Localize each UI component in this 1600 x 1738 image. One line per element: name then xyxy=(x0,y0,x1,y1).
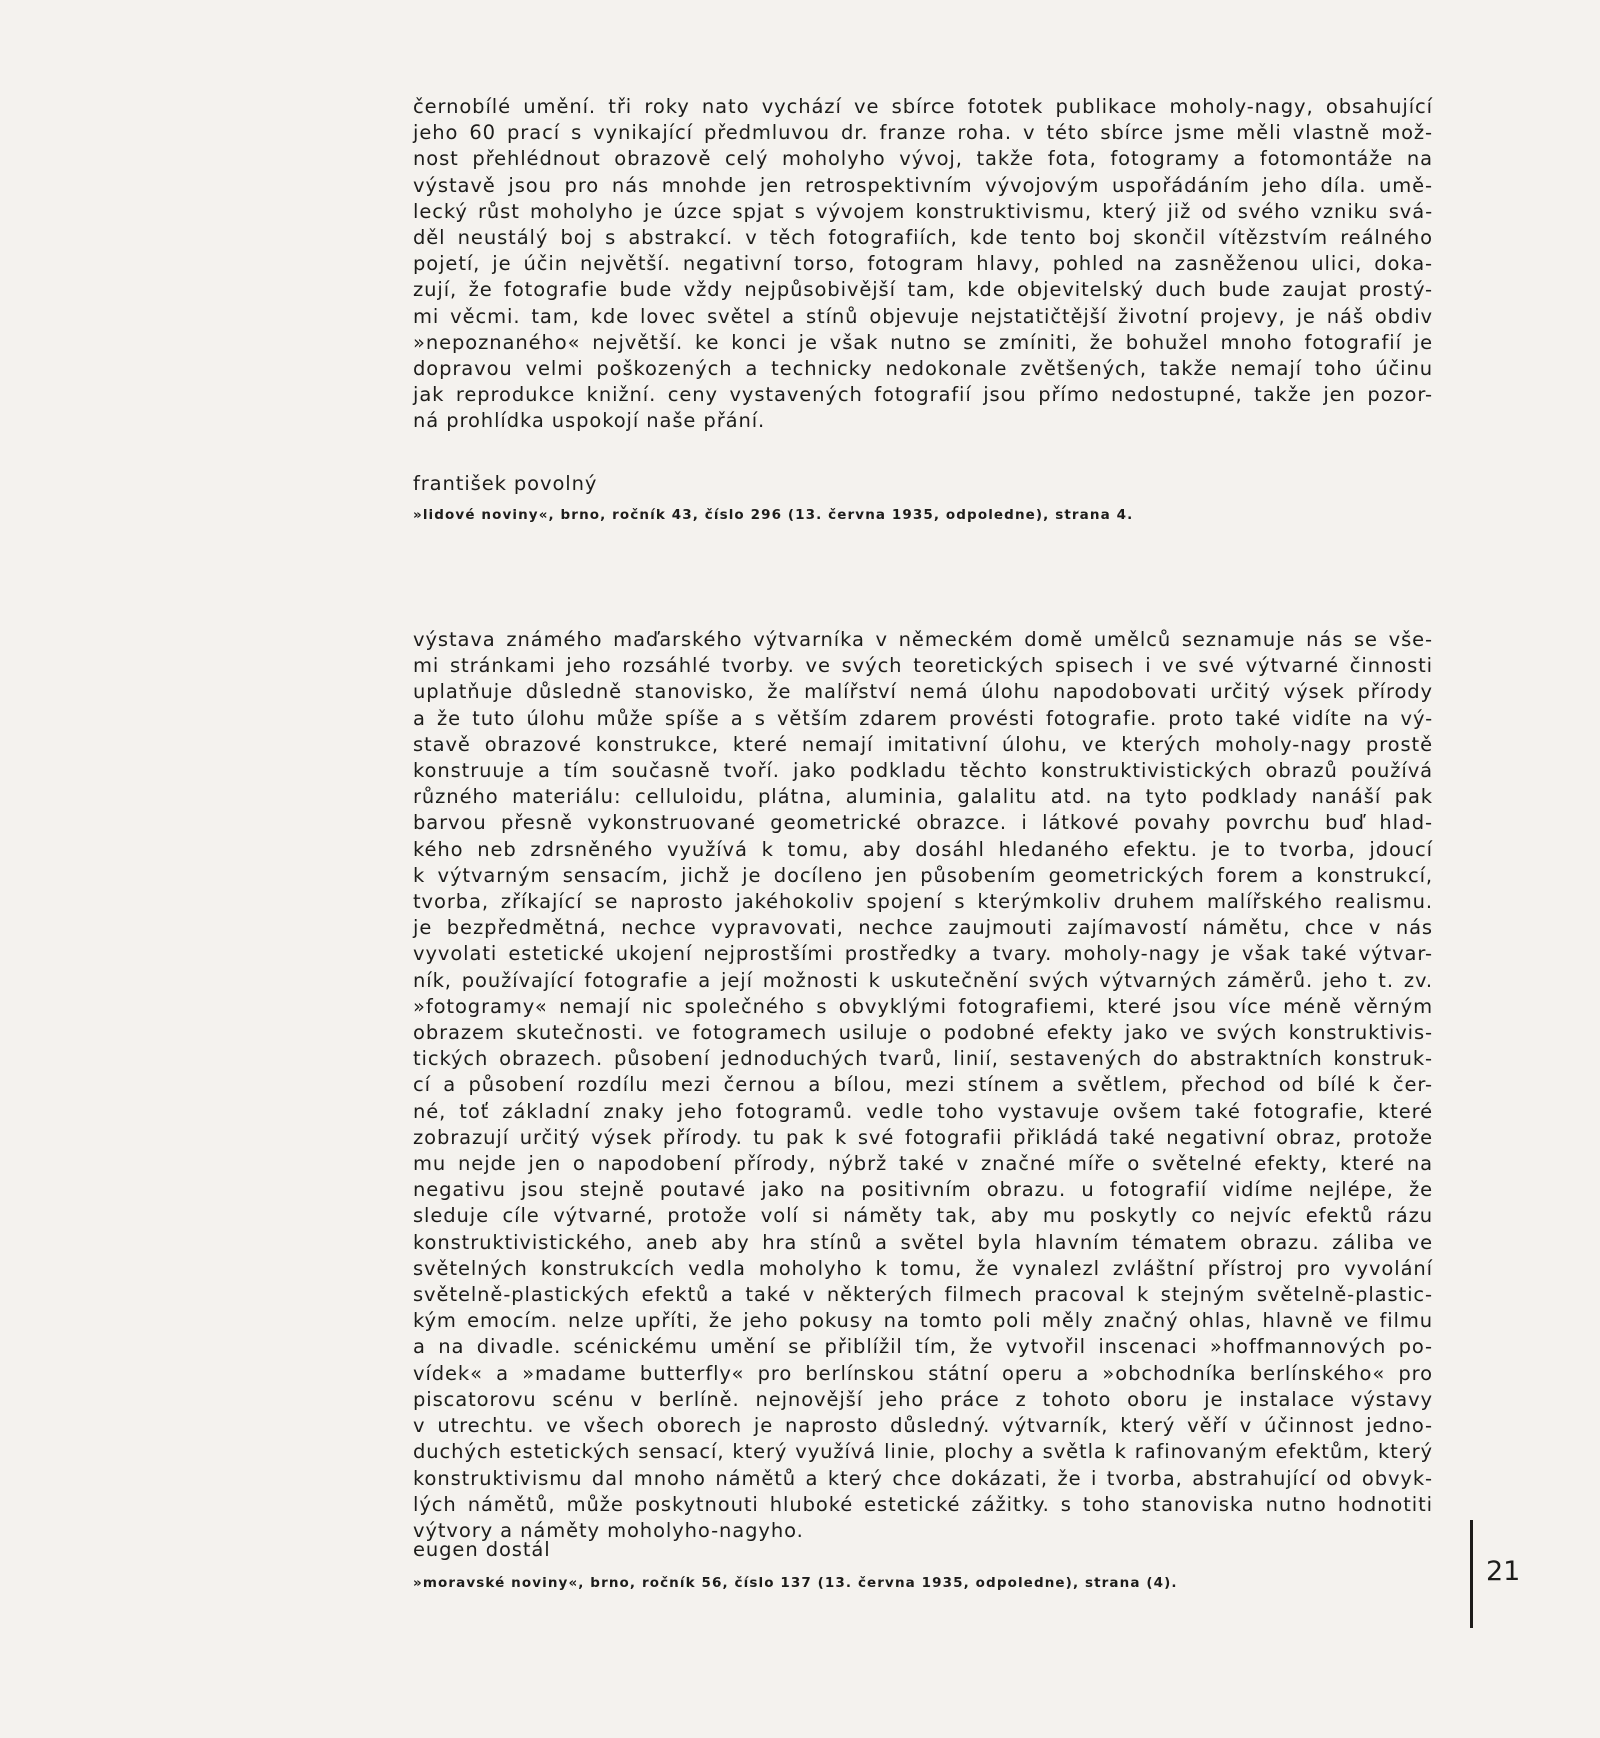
text-line: vídek« a »madame butterfly« pro berlínskou státní operu a »obchodníka berlínského« pro xyxy=(413,1361,1433,1385)
text-line: lých námětů, může poskytnouti hluboké estetické zážitky. s toho stanoviska nutno hodnotiti xyxy=(413,1492,1433,1516)
review-1-body xyxy=(413,94,1433,435)
text-line: tických obrazech. působení jednoduchých tvarů, linií, sestavených do abstraktních konstruk- xyxy=(413,1047,1433,1071)
page-number: 21 xyxy=(1486,1556,1521,1587)
text-line: duchých estetických sensací, který využívá linie, plochy a světla k rafinovaným efektům, který xyxy=(413,1440,1433,1464)
text-line: děl neustálý boj s abstrakcí. v těch fotografiích, kde tento boj skončil vítězstvím reálného xyxy=(413,226,1433,250)
text-line: uplatňuje důsledně stanovisko, že malířství nemá úlohu napodobovati určitý výsek přírody xyxy=(413,680,1433,704)
text-line: kým emocím. nelze upříti, že jeho pokusy na tomto poli měly značný ohlas, hlavně ve filmu xyxy=(413,1309,1433,1333)
text-line: konstruktivismu dal mnoho námětů a který chce dokázati, že i tvorba, abstrahující od obvyk- xyxy=(413,1466,1433,1490)
text-line: černobílé umění. tři roky nato vychází ve sbírce fototek publikace moholy-nagy, obsahující xyxy=(413,95,1433,118)
text-line: vyvolati estetické ukojení nejprostšími prostředky a tvary. moholy-nagy je však také výtvar- xyxy=(413,942,1433,966)
text-line: sleduje cíle výtvarné, protože volí si náměty tak, aby mu poskytly co nejvíc efektů rázu xyxy=(413,1204,1433,1228)
text-line: nost přehlédnout obrazově celý moholyho vývoj, takže fota, fotogramy a fotomontáže na xyxy=(413,147,1433,171)
text-line: jeho 60 prací s vynikající předmluvou dr. franze roha. v této sbírce jsme měli vlastně mož- xyxy=(413,121,1433,145)
text-line: mi věcmi. tam, kde lovec světel a stínů objevuje nejstatičtější životní projevy, je náš obdiv xyxy=(413,304,1433,328)
text-line: a na divadle. scénickému umění se přiblížil tím, že vytvořil inscenaci »hoffmannových po- xyxy=(413,1335,1433,1359)
text-line: piscatorovu scénu v berlíně. nejnovější jeho práce z tohoto oboru je instalace výstavy xyxy=(413,1387,1433,1411)
text-line: kého neb zdrsněného využívá k tomu, aby dosáhl hledaného efektu. je to tvorba, jdoucí xyxy=(413,837,1433,861)
text-line: pojetí, je účin největší. negativní torso, fotogram hlavy, pohled na zasněženou ulici, doka- xyxy=(413,252,1433,276)
text-line: »nepoznaného« největší. ke konci je však nutno se zmíniti, že bohužel mnoho fotografií je xyxy=(413,330,1433,354)
text-line: cí a působení rozdílu mezi černou a bílou, mezi stínem a světlem, přechod od bílé k čer- xyxy=(413,1073,1433,1097)
review-2-source: »moravské noviny«, brno, ročník 56, číslo 137 (13. června 1935, odpoledne), strana (4). xyxy=(413,1575,1178,1591)
text-line: světelně-plastických efektů a také v některých filmech pracoval k stejným světelně-plastic- xyxy=(413,1283,1433,1307)
text-line: barvou přesně vykonstruované geometrické obrazce. i látkové povahy povrchu buď hlad- xyxy=(413,811,1433,835)
text-line: výstava známého maďarského výtvarníka v německém domě umělců seznamuje nás se vše- xyxy=(413,628,1433,651)
review-2-author: eugen dostál xyxy=(413,1538,551,1561)
text-line: světelných konstrukcích vedla moholyho k tomu, že vynalezl zvláštní přístroj pro vyvolání xyxy=(413,1256,1433,1280)
text-line: konstruuje a tím současně tvoří. jako podkladu těchto konstruktivistických obrazů používá xyxy=(413,759,1433,783)
text-line: tvorba, zříkající se naprosto jakéhokoliv spojení s kterýmkoliv druhem malířského realismu. xyxy=(413,890,1433,914)
review-1-author: františek povolný xyxy=(413,472,598,495)
text-line: né, toť základní znaky jeho fotogramů. vedle toho vystavuje ovšem také fotografie, které xyxy=(413,1099,1433,1123)
text-line: zují, že fotografie bude vždy nejpůsobivější tam, kde objevitelský duch bude zaujat prostý- xyxy=(413,278,1433,302)
text-line: v utrechtu. ve všech oborech je naprosto důsledný. výtvarník, který věří v účinnost jedno- xyxy=(413,1414,1433,1438)
text-line: k výtvarným sensacím, jichž je docíleno jen působením geometrických forem a konstrukcí, xyxy=(413,863,1433,887)
text-line: »fotogramy« nemají nic společného s obvyklými fotografiemi, které jsou více méně věrným xyxy=(413,994,1433,1018)
text-line: lecký růst moholyho je úzce spjat s vývojem konstruktivismu, který již od svého vzniku svá- xyxy=(413,199,1433,223)
text-line: výtvory a náměty moholyho-nagyho. xyxy=(413,1518,804,1542)
text-line: různého materiálu: celluloidu, plátna, aluminia, galalitu atd. na tyto podklady nanáší pak xyxy=(413,785,1433,809)
text-line: negativu jsou stejně poutavé jako na positivním obrazu. u fotografií vidíme nejlépe, že xyxy=(413,1178,1433,1202)
text-line: jak reprodukce knižní. ceny vystavených fotografií jsou přímo nedostupné, takže jen pozor- xyxy=(413,383,1433,407)
text-line: mi stránkami jeho rozsáhlé tvorby. ve svých teoretických spisech i ve své výtvarné činnosti xyxy=(413,654,1433,678)
text-line: stavě obrazové konstrukce, které nemají imitativní úlohu, ve kterých moholy-nagy prostě xyxy=(413,732,1433,756)
page-number-rule xyxy=(1470,1520,1473,1628)
text-line: mu nejde jen o napodobení přírody, nýbrž také v značné míře o světelné efekty, které na xyxy=(413,1152,1433,1176)
text-line: a že tuto úlohu může spíše a s větším zdarem provésti fotografie. proto také vidíte na vý- xyxy=(413,706,1433,730)
text-line: dopravou velmi poškozených a technicky nedokonale zvětšených, takže nemají toho účinu xyxy=(413,357,1433,381)
text-line: zobrazují určitý výsek přírody. tu pak k své fotografii přikládá také negativní obraz, protože xyxy=(413,1125,1433,1149)
text-line: ník, používající fotografie a její možnosti k uskutečnění svých výtvarných záměrů. jeho t. zv. xyxy=(413,968,1433,992)
text-line: ná prohlídka uspokojí naše přání. xyxy=(413,409,766,433)
text-line: výstavě jsou pro nás mnohde jen retrospektivním vývojovým uspořádáním jeho díla. umě- xyxy=(413,173,1433,197)
review-2-body xyxy=(413,627,1433,1544)
text-line: je bezpředmětná, nechce vypravovati, nechce zaujmouti zajímavostí námětu, chce v nás xyxy=(413,916,1433,940)
review-1-source: »lidové noviny«, brno, ročník 43, číslo 296 (13. června 1935, odpoledne), strana 4. xyxy=(413,507,1134,523)
text-line: konstruktivistického, aneb aby hra stínů a světel byla hlavním tématem obrazu. záliba ve xyxy=(413,1230,1433,1254)
text-line: obrazem skutečnosti. ve fotogramech usiluje o podobné efekty jako ve svých konstruktivis- xyxy=(413,1021,1433,1045)
